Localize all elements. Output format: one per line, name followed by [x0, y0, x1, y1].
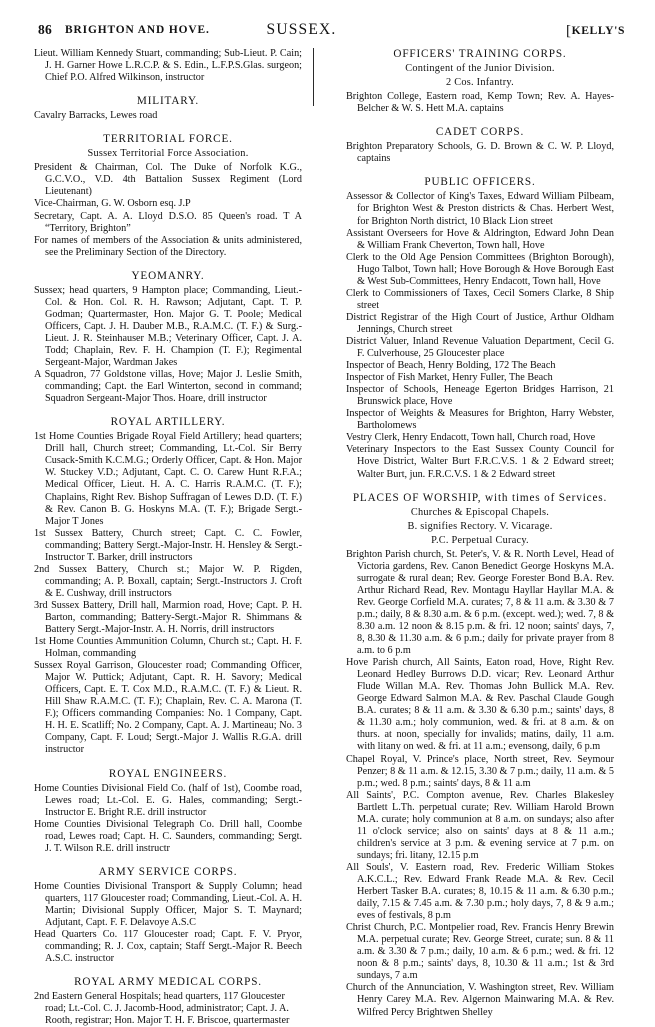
list-item: Clerk to Commissioners of Taxes, Cecil Somers Clarke, 8 Ship street	[346, 287, 614, 311]
list-item: Chapel Royal, V. Prince's place, North street, Rev. Seymour Penzer; 8 & 11 a.m. & 12.15, 3.30 & 7 p.m.; daily, 11 a.m. & 5 p.m.; wed. 8 p.m.; saints' days, 8 & 11 a.m	[346, 753, 614, 789]
list-item: Vice-Chairman, G. W. Osborn esq. J.P	[34, 198, 191, 210]
list-item: Brighton College, Eastern road, Kemp Town; Rev. A. Hayes-Belcher & W. S. Hett M.A. captains	[346, 91, 614, 115]
list-item: All Souls', V. Eastern road, Rev. Frederic William Stokes A.K.C.L.; Rev. Edward Frank Reade M.A. & Rev. Cecil Herbert Tasker B.A. curates; 8, 10.15 & 11 a.m. & 6.30 p.m.; daily, 7.15 & 7.45 a.m. & 7.30 p.m.; holy days, 7, 8 & 9 a.m.; eves of festivals, 8 p.m	[346, 861, 614, 922]
running-head-county: SUSSEX.	[266, 21, 337, 38]
running-head-publisher	[566, 23, 625, 40]
abbreviation-key-perpetual-curacy: P.C. Perpetual Curacy.	[431, 534, 529, 546]
list-item: Christ Church, P.C. Montpelier road, Rev. Francis Henry Brewin M.A. perpetual curate; Rev. George Street, curate; sun. 8 & 11 a.m. & 3.30 & 7 p.m.; daily, 10 a.m. & 6 p.m.; wed. & fri. 12 noon & 8 p.m.; saints' days, 8, 10.30 & 11 a.m.; 1st & 3rd sundays, 7 a.m	[346, 922, 614, 982]
section-heading-cadet-corps: CADET CORPS.	[435, 126, 525, 139]
list-item: Home Counties Divisional Telegraph Co. Drill hall, Coombe road, Lewes road; Capt. H. C. Saunders, commanding; Sergt. J. T. Wilson R.E. drill instructr	[34, 818, 302, 854]
list-item: 1st Sussex Battery, Church street; Capt. C. C. Fowler, commanding; Battery Sergt.-Major-Instr. H. Hensley & Sergt.-Instructor T. Barker, drill instructors	[34, 527, 302, 563]
list-item: Head Quarters Co. 117 Gloucester road; Capt. F. V. Pryor, commanding; R. J. Cox, captain; Staff Sergt.-Major R. Beech A.S.C. instructor	[34, 929, 302, 965]
churches-chapels-subhead: Churches & Episcopal Chapels.	[410, 506, 550, 518]
list-item: Brighton Preparatory Schools, G. D. Brown & C. W. P. Lloyd, captains	[346, 141, 614, 165]
list-item: Inspector of Fish Market, Henry Fuller, The Beach	[346, 372, 553, 384]
section-heading-officers-training-corps: OFFICERS' TRAINING CORPS.	[393, 48, 567, 60]
section-heading-territorial-force: TERRITORIAL FORCE.	[103, 133, 233, 146]
list-item: Brighton Parish church, St. Peter's, V. & R. North Level, Head of Victoria gardens, Rev. Canon Benedict George Hoskyns M.A. surrogate & rural dean; Rev. George Forester Bond B.A. Rev. Arthur Richard Read, Rev. Montagu Hayllar Hayllar M.A. & Rev. George Corfield M.A. curates; 7, 8 & 11 a.m. & 3.30 & 7 p.m.; daily, 8 & 8.30 a.m. & 6 p.m. (except. wed.); wed. 7, 8 & 8.30 a.m. 12 noon & 8.15 p.m. & fri. 12 noon; saints' days, 7, 8, 8.30 & 11.30 a.m. & 6 p.m.; daily for private prayer from 8 a.m. to 6 p.m	[346, 548, 614, 657]
left-column	[34, 48, 302, 1027]
abbreviation-key-rectory-vicarage: B. signifies Rectory. V. Vicarage.	[407, 520, 553, 532]
section-heading-royal-artillery: ROYAL ARTILLERY.	[110, 416, 226, 429]
list-item: Sussex Royal Garrison, Gloucester road; Commanding Officer, Major W. Puttick; Adjutant, Capt. R. H. Savory; Medical Officers, Capt. E. T. Cox M.D., R.A.M.C. (T. F.) & Lieut. R. Hill Shaw R.A.M.C. (T. F.); Chaplain, Rev. C. A. Marona (T. F.); Officers commanding Companies: No. 1 Company, Capt. H. H. E. Scatliff; No. 2 Company, Capt. A. J. Martineau; No. 3 Company, Capt. F. Loud; Sergt.-Major J. Wallis R.G.A. drill instructor	[34, 660, 302, 756]
list-item: Veterinary Inspectors to the East Sussex County Council for Hove District, Walter Burt F.R.C.V.S. 1 & 2 Edward street; Walter Burt, jun. F.R.C.V.S. 1 & 2 Edward street	[346, 444, 614, 480]
list-item: 1st Home Counties Brigade Royal Field Artillery; head quarters; Drill hall, Church street; Commanding, Lt.-Col. Sir Berry Cusack-Smith K.C.M.G.; Orderly Officer, Capt. & Hon. Major W. Stuckey V.D.; Adjutant, Capt. C. O. Carew Hunt R.F.A.; Medical Officer, Lieut. H. A. C. Harris R.A.M.C. (T. F.); Chaplains, Right Rev. Bishop Suffragan of Lewes D.D. (T. F.) & Rev. Canon B. G. Hoskyns M.A. (T. F.); Brigade Sergt.-Major T Jones	[34, 431, 302, 527]
list-item: Vestry Clerk, Henry Endacott, Town hall, Church road, Hove	[346, 432, 596, 444]
list-item: Assessor & Collector of King's Taxes, Edward William Pilbeam, for Brighton West & Preston districts & Chas. Herbert West, for Brighton North district, 10 Black Lion street	[346, 191, 614, 227]
page-number: 86	[38, 22, 52, 37]
section-heading-places-of-worship: PLACES OF WORSHIP, with times of Services.	[352, 491, 608, 504]
section-heading-military: MILITARY.	[136, 95, 200, 108]
list-item: Home Counties Divisional Field Co. (half of 1st), Coombe road, Lewes road; Lt.-Col. E. G. Hales, commanding; Sergt.-Instructor E. Bright R.E. drill instructor	[34, 782, 302, 818]
list-item: 3rd Sussex Battery, Drill hall, Marmion road, Hove; Capt. P. H. Barton, commanding; Battery-Sergt.-Major R. Shimmans & Battery Sergt.-Major-Instr. A. H. Norris, drill instructors	[34, 599, 302, 636]
list-item: Inspector of Beach, Henry Bolding, 172 The Beach	[346, 360, 556, 372]
right-column	[346, 48, 614, 1019]
section-heading-yeomanry: YEOMANRY.	[131, 269, 205, 282]
list-item: Inspector of Weights & Measures for Brighton, Harry Webster, Bartholomews	[346, 408, 614, 432]
running-head	[38, 22, 625, 42]
section-heading-royal-engineers: ROYAL ENGINEERS.	[108, 767, 228, 780]
territorial-force-association-subhead: Sussex Territorial Force Association.	[87, 148, 249, 160]
running-head-place: BRIGHTON AND HOVE.	[65, 24, 210, 36]
list-item: All Saints', P.C. Compton avenue, Rev. Charles Blakesley Bartlett L.Th. perpetual curate; Rev. William Harold Brown M.A. curate; holy communion at 8 a.m. on sundays; also after 11 o'clock service; also on saints' days at 8 & 11 a.m.; children's service at 3 p.m. & evening service at 7 p.m. on sundays; fri. litany, 12.15 p.m	[346, 789, 614, 861]
list-item: Clerk to the Old Age Pension Committees (Brighton Borough), Hugo Talbot, Town hall; Hove Borough & Hove Borough East & West Sub-Committees, Henry Endacott, Town hall, Hove	[346, 251, 614, 287]
column-divider-rule	[313, 48, 314, 106]
section-heading-royal-army-medical-corps: ROYAL ARMY MEDICAL CORPS.	[74, 976, 262, 989]
otc-contingent-subhead: Contingent of the Junior Division.	[405, 63, 555, 75]
list-item: Assistant Overseers for Hove & Aldrington, Edward John Dean & William Frank Cheverton, Town hall, Hove	[346, 227, 614, 251]
list-item: Secretary, Capt. A. A. Lloyd D.S.O. 85 Queen's road. T A “Territory, Brighton”	[34, 210, 302, 234]
list-item: Home Counties Divisional Transport & Supply Column; head quarters, 117 Gloucester road; Commanding, Lieut.-Col. A. H. Martin; Divisional Supply Officer, Major S. T. Maynard; Adjutant, Capt. F. F. Delavoye A.S.C	[34, 880, 302, 929]
section-heading-public-officers: PUBLIC OFFICERS.	[424, 176, 536, 189]
list-item: District Registrar of the High Court of Justice, Arthur Oldham Jennings, Church street	[346, 311, 614, 335]
naval-continuation-entry: Lieut. William Kennedy Stuart, commanding; Sub-Lieut. P. Cain; J. H. Garner Howe L.R.C.P. & S. Edin., L.F.P.S.Glas. surgeon; Chief P.O. Alfred Wilkinson, instructor	[34, 48, 302, 84]
list-item: 2nd Eastern General Hospitals; head quarters, 117 Gloucester road; Lt.-Col. C. J. Jacomb-Hood, administrator; Capt. J. A. Rooth, registrar; Hon. Major T. H. F. Briscoe, quartermaster	[34, 991, 290, 1027]
list-item: Sussex; head quarters, 9 Hampton place; Commanding, Lieut.-Col. & Hon. Col. R. H. Rawson; Adjutant, Capt. T. P. Godman; Quartermaster, Hon. Major G. T. Poole; Medical Officers, Capt. J. H. Dauber M.B., R.A.M.C. (T. F.) & Surg.-Lieut. J. R. Steinhauser M.B.; Veterinary Officer, Capt. J. A. Todd; Chaplain, Rev. F. H. Champion (T. F.); Regimental Sergeant-Major, Wardman Jakes	[34, 284, 302, 369]
list-item: 1st Home Counties Ammunition Column, Church st.; Capt. H. F. Holman, commanding	[34, 636, 302, 660]
section-heading-army-service-corps: ARMY SERVICE CORPS.	[98, 865, 238, 878]
list-item: A Squadron, 77 Goldstone villas, Hove; Major J. Leslie Smith, commanding; Capt. the Earl Winterton, second in command; Squadron Sergeant-Major Thos. Hoare, drill instructor	[34, 369, 302, 405]
list-item: 2nd Sussex Battery, Church st.; Major W. P. Rigden, commanding; A. P. Boxall, captain; Sergt.-Instructors J. Croft & E. Cushway, drill instructors	[34, 563, 302, 599]
military-entry: Cavalry Barracks, Lewes road	[34, 110, 158, 122]
list-item: For names of members of the Association & units administered, see the Preliminary Section of the Directory.	[34, 234, 302, 258]
publisher-name: KELLY'S	[571, 24, 625, 37]
otc-companies-subhead: 2 Cos. Infantry.	[446, 77, 514, 89]
list-item: President & Chairman, Col. The Duke of Norfolk K.G., G.C.V.O., V.D. 4th Battalion Sussex Regiment (Lord Lieutenant)	[34, 162, 302, 198]
bracket-glyph: [	[565, 23, 572, 39]
list-item: Hove Parish church, All Saints, Eaton road, Hove, Right Rev. Leonard Hedley Burrows D.D. vicar; Rev. Leonard Arthur Flude Willan M.A. Rev. Thomas John Bullick M.A. Rev. George Edward Salmon M.A. & Rev. Paschal Claude Gough B.A. curates; 8 & 11 a.m. & 3.30 & 6.30 p.m.; saints' days, 8 & 11.30 a.m.; holy communion, wed. & fri. at 8 a.m. & on thurs. at noon, specially for invalids; matins, daily, 11 a.m. with litany on wed. & fri. at 11 a.m.; evensong, daily, 6 p.m	[346, 657, 614, 753]
list-item: Church of the Annunciation, V. Washington street, Rev. William Henry Carey M.A. Rev. Algernon Mainwaring M.A. & Rev. Wilfred Percy Brightwen Shelley	[346, 982, 614, 1018]
list-item: District Valuer, Inland Revenue Valuation Department, Cecil G. F. Culverhouse, 25 Gloucester place	[346, 335, 614, 360]
list-item: Inspector of Schools, Heneage Egerton Bridges Harrison, 21 Brunswick place, Hove	[346, 384, 614, 408]
